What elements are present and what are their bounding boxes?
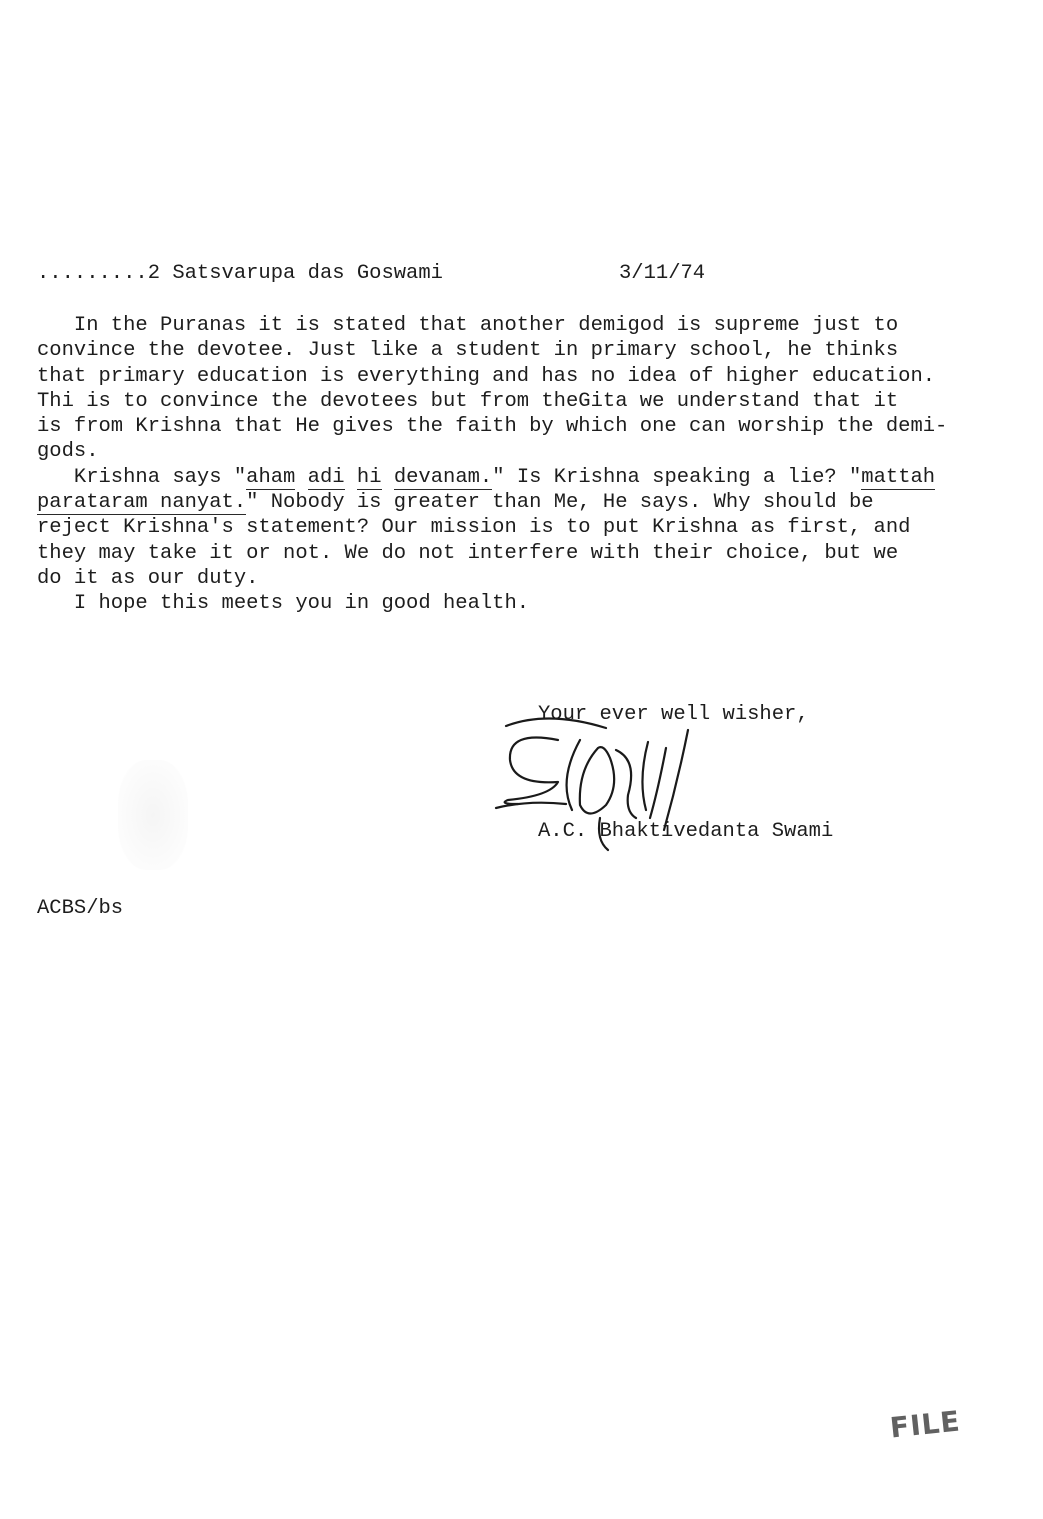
underlined-term: aham — [246, 465, 296, 489]
paragraph-2 — [37, 465, 997, 591]
text-line — [37, 491, 874, 515]
paper-smudge — [118, 760, 188, 870]
letter-body — [37, 313, 997, 617]
text-fragment: " Nobody is greater than Me, He says. Why should be — [246, 491, 874, 515]
paragraph-3 — [37, 591, 997, 616]
header-reference: .........2 Satsvarupa das Goswami — [37, 262, 443, 285]
text-line: is from Krishna that He gives the faith by which one can worship the demi- — [37, 415, 948, 439]
text-line: Thi is to convince the devotees but from theGita we understand that it — [37, 389, 899, 413]
underlined-term: parataram nanyat. — [37, 491, 247, 515]
signer-name: A.C. Bhaktivedanta Swami — [538, 820, 834, 843]
paragraph-1 — [37, 313, 997, 465]
header-date: 3/11/74 — [619, 262, 706, 285]
underlined-term: mattah — [861, 465, 936, 489]
text-line — [37, 466, 935, 490]
underlined-term: devanam. — [393, 465, 493, 489]
closing-salutation: Your ever well wisher, — [538, 703, 809, 726]
text-fragment: Krishna says " — [37, 465, 247, 489]
underlined-term: adi — [307, 465, 345, 489]
text-line: they may take it or not. We do not interfere with their choice, but we — [37, 541, 899, 565]
text-line: that primary education is everything and has no idea of higher education. — [37, 364, 936, 388]
text-line: In the Puranas it is stated that another demigod is supreme just to — [37, 314, 899, 337]
file-stamp: FILE — [888, 1404, 963, 1445]
underlined-term: hi — [356, 465, 382, 489]
text-line: gods. — [37, 440, 99, 464]
letter-header — [37, 262, 737, 292]
text-line: do it as our duty. — [37, 566, 259, 590]
typist-initials: ACBS/bs — [37, 897, 124, 920]
text-line: I hope this meets you in good health. — [37, 592, 530, 616]
text-line: convince the devotee. Just like a student in primary school, he thinks — [37, 339, 899, 363]
text-line: reject Krishna's statement? Our mission is to put Krishna as first, and — [37, 516, 911, 540]
text-fragment: " Is Krishna speaking a lie? " — [492, 465, 862, 489]
